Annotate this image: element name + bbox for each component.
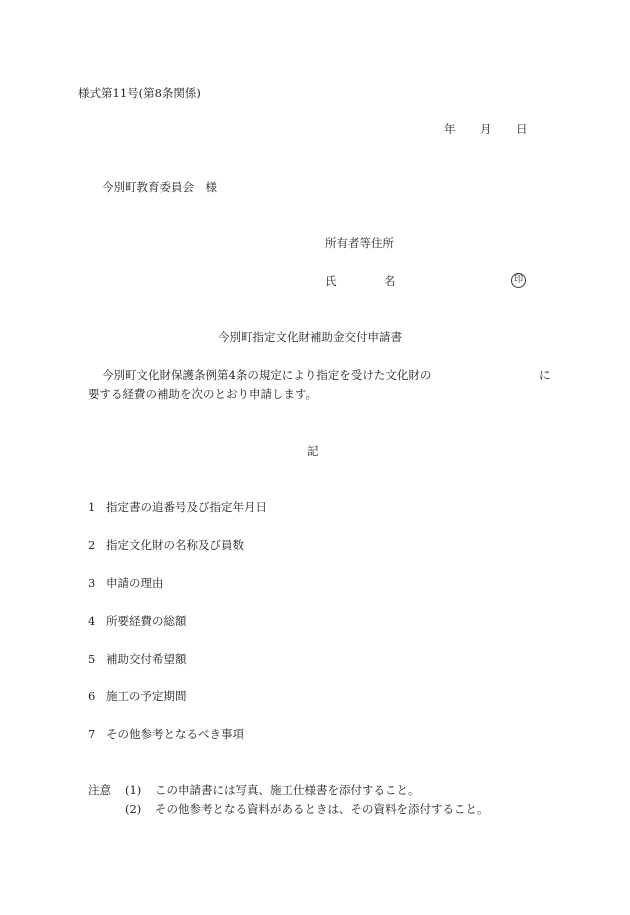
item-text: 指定書の追番号及び指定年月日 [106,500,267,514]
form-number: 様式第11号(第8条関係) [78,86,201,100]
list-item [88,500,267,514]
item-text: 補助交付希望額 [106,652,187,666]
list-item [88,689,187,703]
item-number: 1 [88,500,96,514]
note-1-text: この申請書には写真、施工仕様書を添付すること。 [155,783,420,797]
list-item [88,538,244,552]
body-line-2: 要する経費の補助を次のとおり申請します。 [88,387,318,401]
item-number: 6 [88,689,96,703]
date-year: 年 [444,122,456,136]
name-label-1: 氏 [325,274,337,288]
address-label: 所有者等住所 [325,236,394,250]
note-1-number: (1) [125,783,142,797]
note-2-text: その他参考となる資料があるときは、その資料を添付すること。 [155,802,489,816]
item-text: 所要経費の総額 [106,614,187,628]
item-number: 3 [88,576,96,590]
item-number: 7 [88,727,96,741]
ki-heading: 記 [307,444,319,458]
date-month: 月 [480,122,492,136]
item-text: 申請の理由 [106,576,164,590]
list-item [88,614,187,628]
list-item [88,576,164,590]
body-line-1-end: に [539,368,551,382]
note-2-number: (2) [125,802,142,816]
item-text: その他参考となるべき事項 [106,727,244,741]
item-number: 2 [88,538,96,552]
date-day: 日 [516,122,528,136]
addressee: 今別町教育委員会 様 [102,180,217,194]
document-title: 今別町指定文化財補助金交付申請書 [218,330,402,344]
item-number: 4 [88,614,96,628]
seal-mark: 印 [511,273,526,288]
name-label-2: 名 [384,274,396,288]
item-text: 指定文化財の名称及び員数 [106,538,244,552]
item-text: 施工の予定期間 [106,689,187,703]
body-line-1: 今別町文化財保護条例第4条の規定により指定を受けた文化財の [102,368,432,382]
notes-label: 注意 [88,783,111,797]
item-number: 5 [88,652,96,666]
list-item [88,652,187,666]
list-item [88,727,244,741]
